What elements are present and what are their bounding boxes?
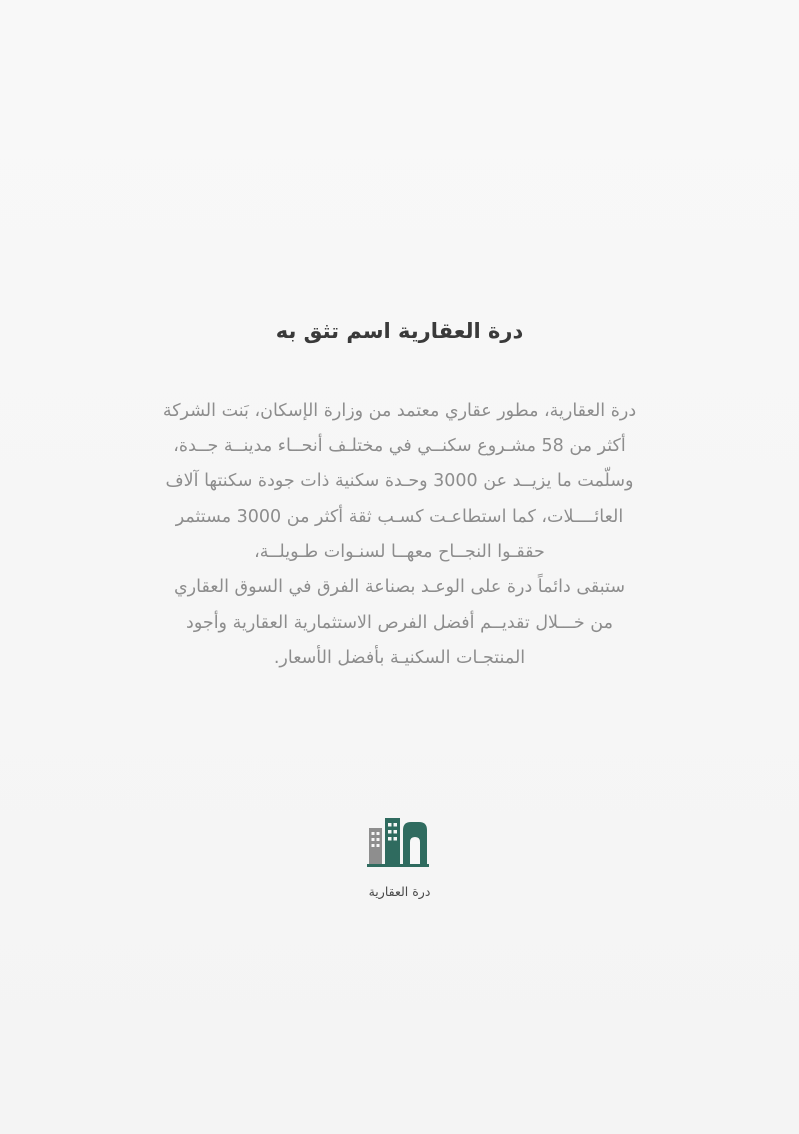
body-line-2: أكثر من 58 مشـروع سكنــي في مختلـف أنحــاء مدينــة جــدة، (173, 435, 626, 456)
body-line-1: درة العقارية، مطور عقاري معتمد من وزارة الإسكان، بَنت الشركة (162, 400, 637, 421)
body-line-3: وسلّمت ما يزيــد عن 3000 وحـدة سكنية ذات جودة سكنتها آلاف (165, 471, 634, 492)
logo-block (0, 812, 799, 899)
logo-caption: درة العقارية (368, 884, 431, 899)
page-title: درة العقارية اسم تثق به (275, 319, 524, 343)
body-line-7: من خـــلال تقديــم أفضل الفرص الاستثمارية العقارية وأجود (186, 612, 613, 633)
body-text (80, 394, 720, 677)
text-content-block (80, 316, 720, 676)
body-line-6: ستبقى دائماً درة على الوعـد بصناعة الفرق في السوق العقاري (173, 577, 626, 598)
body-line-5: حققـوا النجــاح معهــا لسنـوات طـويلــة، (254, 541, 545, 562)
body-line-8: المنتجـات السكنيـة بأفضل الأسعار. (273, 647, 526, 668)
body-line-4: العائــــلات، كما استطاعـت كسـب ثقة أكثر من 3000 مستثمر (175, 506, 624, 527)
durrah-buildings-logo-icon (363, 812, 437, 874)
